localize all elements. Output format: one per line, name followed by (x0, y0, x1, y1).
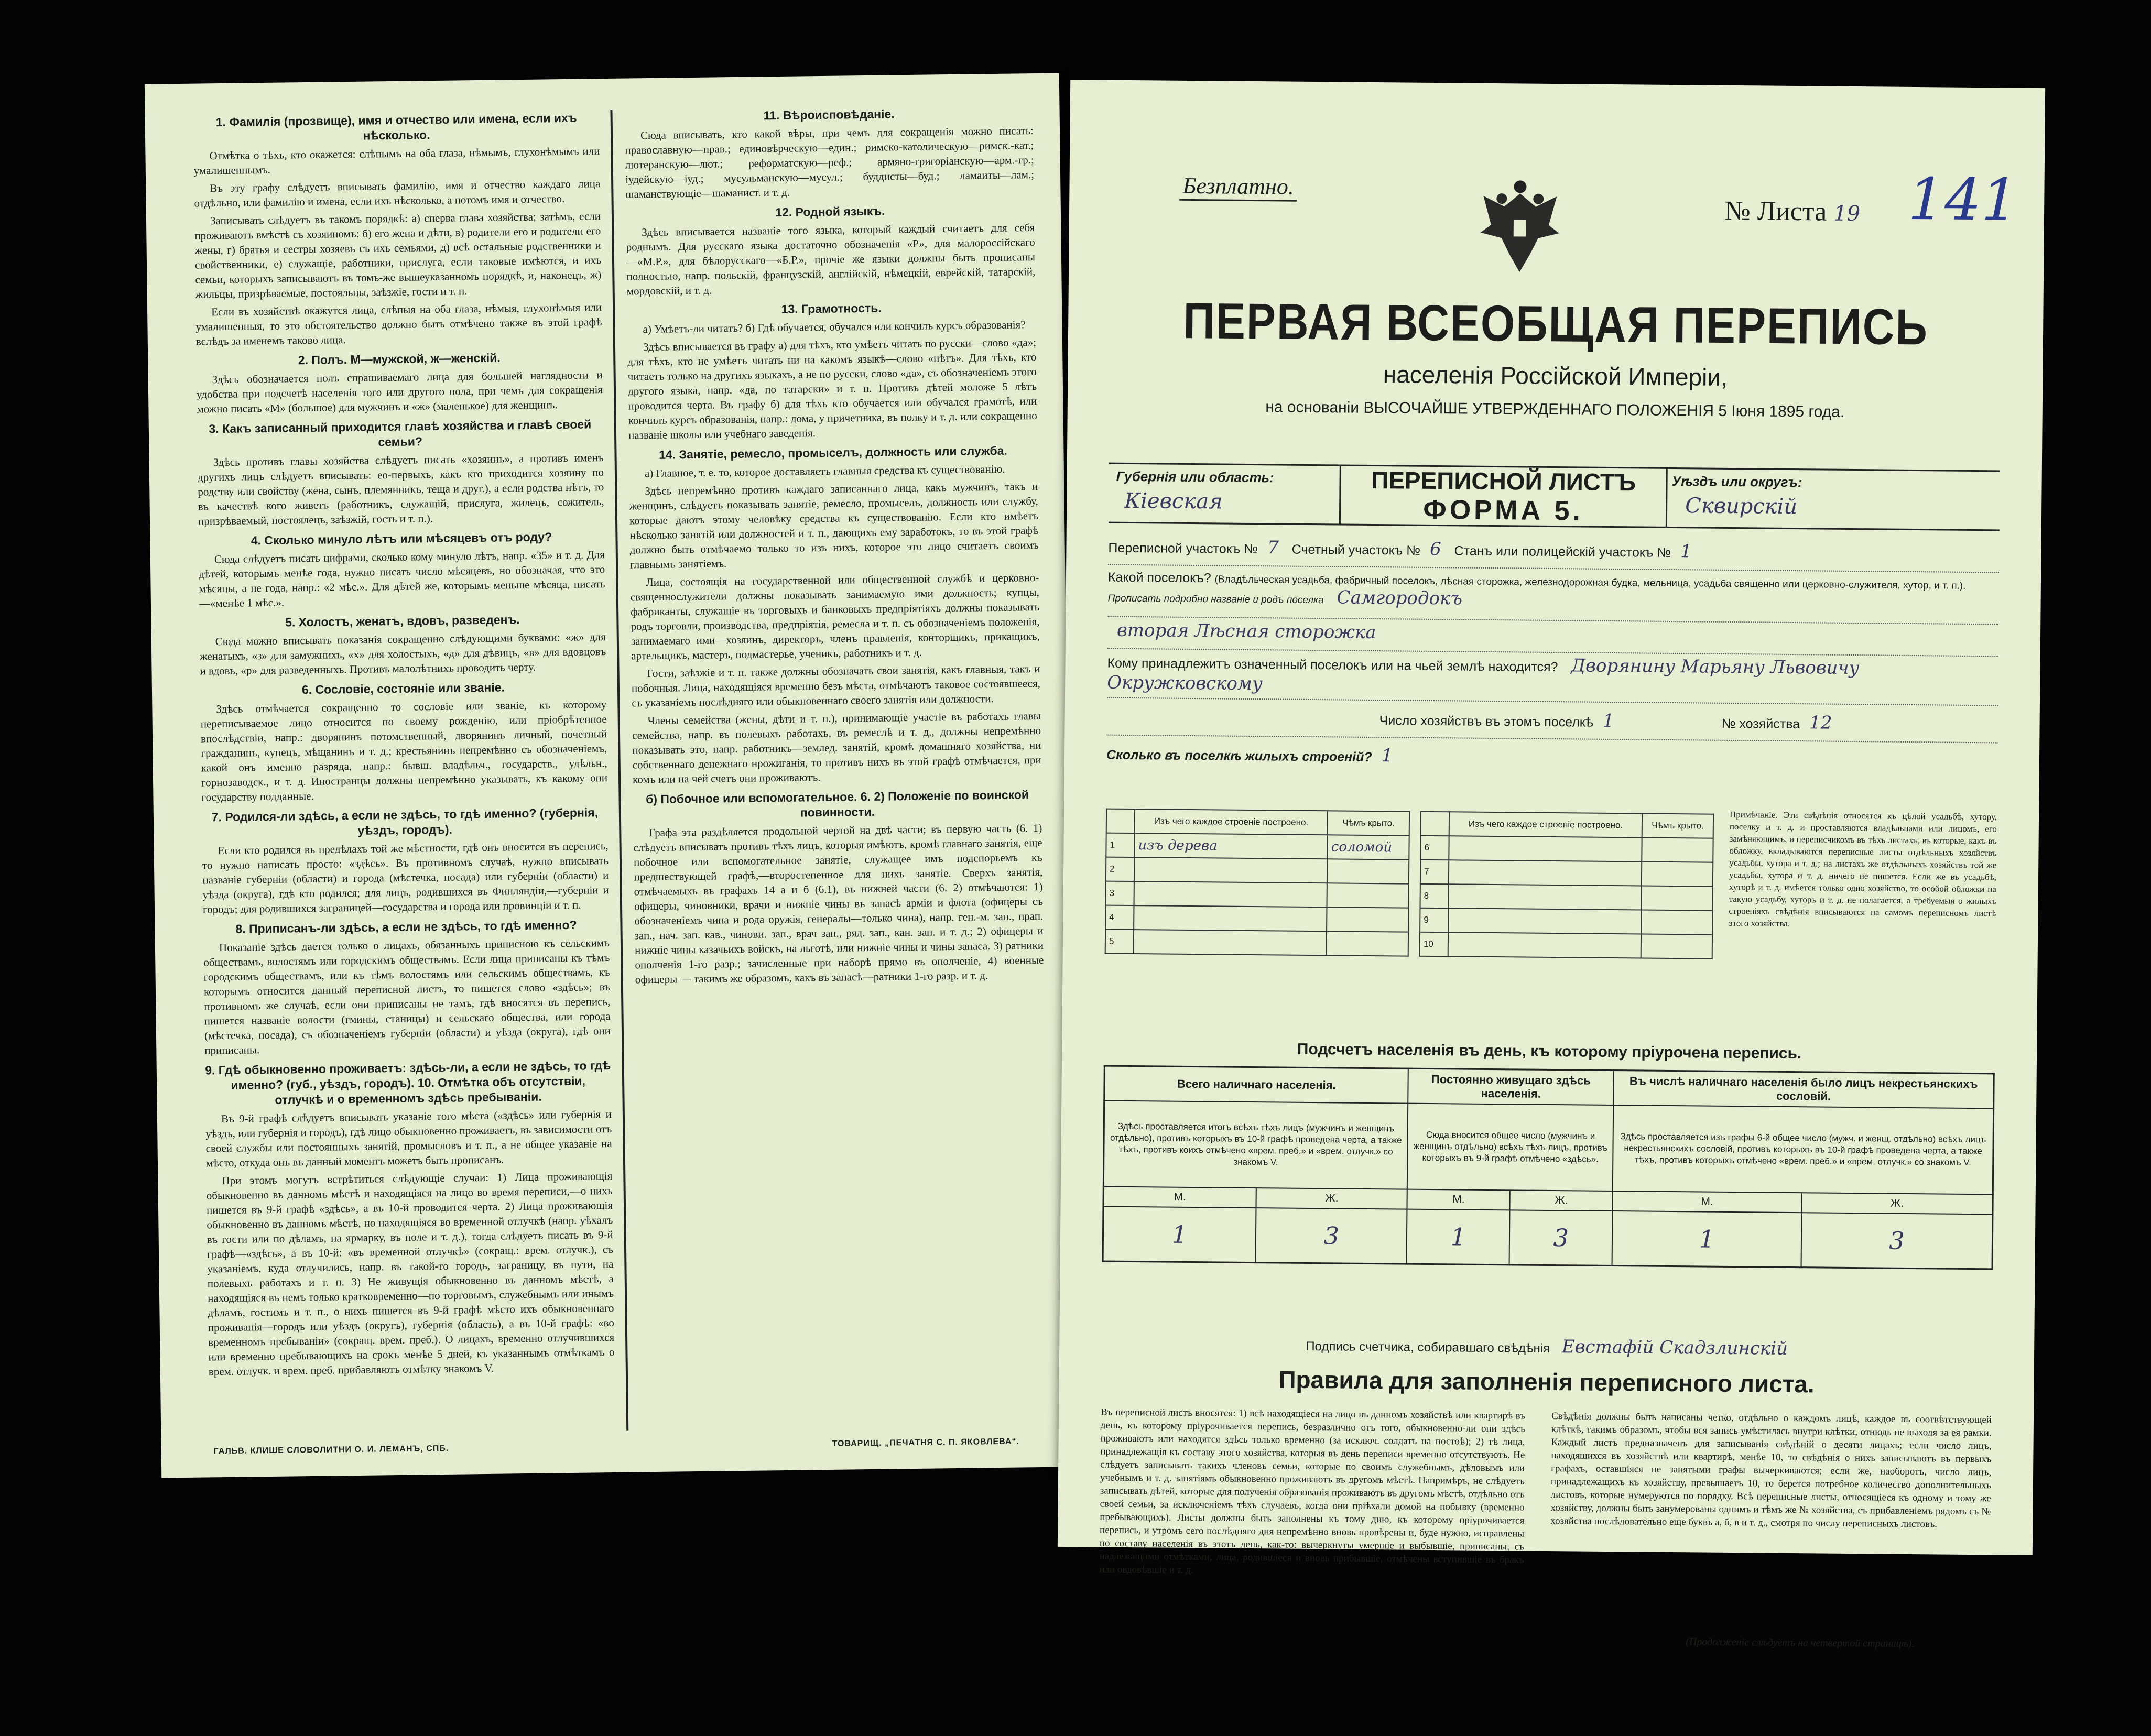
building-cell (1449, 860, 1642, 886)
buildings-note: Примѣчаніе. Эти свѣдѣнія относятся къ цѣлой усадьбѣ, хутору, поселку и т. д. и проставляются владѣльцами или лицомъ, его замѣняющимъ, и переписчикомъ въ тѣхъ листахъ, въ которые, какъ въ обложку, вкладываются переписные листы отдѣльныхъ хозяйствъ усадьбы, хутора и т. д.; на листахъ же отдѣльныхъ хозяйствъ той же усадьбы, хутора и т. д. ничего не пишется. Если же въ усадьбѣ, хуторѣ и т. д. имѣется только одно хозяйство, то особой обложки на такую усадьбу, хуторъ и т. д. не полагается, а требуемыя о жилыхъ строеніяхъ свѣдѣнія вписываются на самомъ переписномъ листѣ этого хозяйства. (1729, 809, 1997, 929)
province-label: Губернія или область: (1116, 468, 1274, 486)
signature-label: Подпись счетчика, собиравшаго свѣдѣнія (1306, 1339, 1550, 1356)
owner-row (1107, 651, 1998, 706)
rules-title: Правила для заполненія переписного листа. (1278, 1366, 1815, 1398)
left-column-2 (624, 100, 1044, 990)
rules-column-1: Въ переписной листъ вносятся: 1) всѣ находящіеся на лицо въ данномъ хозяйствѣ или квартирѣ въ день, къ которому пріурочивается перепись, безразлично отъ того, обыкновенно-ли они здѣсь проживаютъ или находятся здѣсь только временно (за исключ. солдатъ на постоѣ); 2) тѣ лица, принадлежащія къ составу этого хозяйства, которыя въ день переписи временно отсутствуютъ. Не слѣдуетъ записывать такихъ членовъ семьи, которые по своимъ служебнымъ, дѣловымъ или учебнымъ и т. д. занятіямъ обыкновенно проживаютъ въ другомъ мѣстѣ. Напримѣръ, не слѣдуетъ записывать дѣтей, которые для полученія образованія проживаютъ въ другомъ мѣстѣ, отдѣльно отъ своей семьи, за исключеніемъ тѣхъ случаевъ, когда они пріѣхали домой на побывку (временно пребывающихъ). Листы должны быть заполнены къ тому дню, къ которому пріурочивается перепись, и утромъ сего послѣдняго дня непремѣнно вновь провѣрены и, буде нужно, исправлены по составу населенія въ этотъ день, как-то: вычеркнуты умершіе и выбывшіе, приписаны, съ надлежащими отмѣтками, лица, родившіеся и вновь прибывшіе, отмѣчены вступившіе въ бракъ или овдовѣвшіе и т. д. (1099, 1406, 1526, 1576)
section-paragraph: Сюда вписывать, кто какой вѣры, при чемъ для сокращенія можно писать: православную—прав.; единовѣрческую—един.; римско-католическую—римск.-кат.; лютеранскую—лют.; реформатскую—реф.; армяно-григоріанскую—арм.-гр.; іудейскую—іуд.; мусульманскую—мусул.; буддисты—буд.; ламаиты—лам.; шаманствующіе—шаманист. и т. д. (625, 124, 1035, 201)
bld-col-roof-2: Чѣмъ крыто. (1642, 814, 1713, 838)
printer-imprint-left: ГАЛЬВ. КЛИШЕ СЛОВОЛИТНИ О. И. ЛЕМАНЪ, СПБ. (213, 1444, 449, 1456)
section-heading: 5. Холостъ, женатъ, вдовъ, разведенъ. (285, 613, 520, 629)
section-paragraph: Сюда можно вписывать показанія сокращенно слѣдующими буквами: «ж» для женатыхъ, «з» для замужнихъ, «х» для холостыхъ, «д» для дѣвицъ, «в» для вдовцовъ и вдовъ, «р» для разведенныхъ. Противъ малолѣтнихъ проводить черту. (200, 630, 606, 678)
building-number: 4 (1105, 905, 1134, 930)
section-paragraph: Въ 9-й графѣ слѣдуетъ вписывать указаніе того мѣста («здѣсь» или губернія и уѣздъ, или губернія и городъ), гдѣ лицо обыкновенно проживаетъ, въ зависимости отъ своей службы или постоянныхъ занятій, промысловъ и т. п., а не общее указаніе на мѣсто, откуда онъ въ данный моментъ можетъ быть прописанъ. (205, 1108, 612, 1170)
population-count-title: Подсчетъ населенія въ день, къ которому пріурочена перепись. (1297, 1040, 1802, 1063)
rules-column-2: Свѣдѣнія должны быть написаны четко, отдѣльно о каждомъ лицѣ, каждое въ соотвѣтствующей клѣткѣ, такимъ образомъ, чтобы вся запись умѣстилась внутри клѣтки, отнюдь не выходя за ея рамки. Каждый листъ предназначенъ для записыванія свѣдѣній о десяти лицахъ; если число лицъ, находящихся въ хозяйствѣ или квартирѣ, менѣе 10, то свѣдѣнія о нихъ записываютъ въ первыхъ графахъ, оставшіяся не занятыми графы вычеркиваются; если же, наоборотъ, число лицъ, принадлежащихъ къ хозяйству, превышаетъ 10, то берется потребное количество дополнительныхъ листовъ, которые нумеруются по порядку. Всѣ переписные листы, относящіеся къ одному и тому же хозяйству, должны быть занумерованы однимъ и тѣмъ же № хозяйства, съ прибавленіемъ рядомъ съ № хозяйства послѣдовательно еще буквъ а, б, в и т. д., смотря по числу переписныхъ листовъ. (1550, 1411, 1992, 1530)
population-table (1102, 1065, 1995, 1270)
census-title: ПЕРВАЯ ВСЕОБЩАЯ ПЕРЕПИСЬ (1183, 292, 1929, 356)
buildings-label: Сколько въ поселкѣ жилыхъ строеній? (1106, 747, 1372, 765)
building-material (1134, 930, 1327, 955)
pop-value-cell (1801, 1213, 1993, 1269)
building-number: 5 (1105, 930, 1134, 954)
section-paragraph: а) Умѣетъ-ли читать? б) Гдѣ обучается, обучался или кончилъ курсъ образованія? (643, 318, 1026, 336)
building-row (1106, 833, 1409, 860)
continued-note: (Продолженіе слѣдуетъ на четвертой страницѣ). (1686, 1636, 1915, 1650)
section-heading: 2. Полъ. М—мужской, ж—женскій. (298, 351, 501, 367)
double-headed-eagle-emblem (1472, 175, 1568, 276)
count-district-label: Счетный участокъ № (1291, 542, 1421, 558)
building-row (1105, 905, 1408, 932)
section-paragraph: Въ эту графу слѣдуетъ вписывать фамилію, имя и отчество каждаго лица отдѣльно, или фамилію и имена, если ихъ нѣсколько, а потомъ имя и отчество. (194, 177, 601, 210)
household-number-value: 12 (1809, 712, 1832, 734)
province-box (1109, 463, 1340, 526)
free-label: Безплатно. (1179, 172, 1297, 202)
pop-head-permanent: Постоянно живущаго здѣсь населенія. (1408, 1068, 1614, 1105)
form-name: ФОРМА 5. (1423, 494, 1584, 527)
settlement-hint-2: Прописать подробно названіе и родъ поселка (1107, 593, 1324, 606)
building-roof: соломой (1328, 835, 1409, 859)
building-number: 6 (1420, 836, 1449, 860)
section-paragraph: Показаніе здѣсь дается только о лицахъ, обязанныхъ приписною къ сельскимъ обществамъ, волостямъ или городскимъ обществамъ. Если лица приписаны къ тѣмъ городскимъ обществамъ, или къ тѣмъ волостямъ или сельскимъ обществамъ, къ которымъ относится данный переписной листъ, то пишется слово «здѣсь»; въ противномъ же случаѣ, если они приписаны не тамъ, гдѣ вносятся въ перепись, пишется названіе волости (гмины, станицы) и сельскаго общества, или города (мѣстечка, посада), съ обозначеніемъ губерніи (области) и уѣзда (округа), гдѣ они приписаны. (203, 936, 611, 1057)
households-value: 1 (1602, 710, 1614, 732)
left-page (145, 73, 1076, 1478)
pop-value: 3 (1323, 1221, 1340, 1250)
stan-value: 1 (1680, 541, 1692, 562)
settlement-hint: (Владѣльческая усадьба, фабричный поселокъ, лѣсная сторожка, железнодорожная будка, мельница, усадьба священно или церковно-служителя, хутор, и т. п.). (1214, 574, 1966, 592)
section-paragraph: Здѣсь противъ главы хозяйства слѣдуетъ писать «хозяинъ», а противъ именъ другихъ лицъ слѣдуетъ вписывать: ео-первыхъ, какъ кто приходится хозяину по родству или свойству (жена, сынъ, племянникъ, теща и друг.), а если родства нѣтъ, то въ качествѣ кого живетъ (работникъ, служащій, прислуга, жилецъ, сожитель, призрѣваемый, постоялецъ, заѣзжій, гость и т. п.). (197, 451, 604, 528)
building-row (1420, 884, 1712, 911)
section-heading: 8. Приписанъ-ли здѣсь, а если не здѣсь, то гдѣ именно? (235, 918, 577, 936)
pop-desc-present: Здѣсь проставляется итогъ всѣхъ тѣхъ лицъ (мужчинъ и женщинъ отдѣльно), противъ которыхъ въ 10-й графѣ проведена черта, а также тѣхъ, противъ коихъ отмѣчено «врем. преб.» и «врем. отлучк.» со знакомъ V. (1103, 1101, 1408, 1189)
section-paragraph: Здѣсь вписывается въ графу а) для тѣхъ, кто умѣетъ читать по русски—слово «да»; для тѣхъ, кто не умѣетъ читать ни на какомъ языкѣ—слово «нѣтъ». Для тѣхъ, кто читаетъ только на другихъ языкахъ, а не по русски, слово «да», съ обозначеніемъ этого другого языка, напр. «да, по татарски» и т. п. Противъ дѣтей моложе 5 лѣтъ проводится черта. Въ графу б) для тѣхъ кто обучается или обучался грамотѣ, или кончилъ курсъ образованія, напр.: дома, у причетника, въ полку и т. д. или сокращенно названіе школы или учебнаго заведенія. (627, 336, 1037, 442)
section-heading: 9. Гдѣ обыкновенно проживаетъ: здѣсь-ли, а если не здѣсь, то гдѣ именно? (губ., уѣздъ, городъ). 10. Отмѣтка объ отсутствіи, отлучкѣ и о временномъ здѣсь пребываніи. (205, 1058, 611, 1107)
section-heading: 11. Вѣроисповѣданіе. (763, 107, 895, 123)
building-roof (1327, 883, 1409, 908)
pop-value-cell (1256, 1208, 1407, 1264)
pop-head-present: Всего наличнаго населенія. (1104, 1066, 1408, 1104)
census-basis: на основаніи ВЫСОЧАЙШЕ УТВЕРЖДЕННАГО ПОЛОЖЕНІЯ 5 Іюня 1895 года. (1265, 398, 1845, 421)
building-cell (1448, 884, 1642, 910)
column-divider (610, 110, 628, 1431)
building-row (1420, 908, 1712, 935)
pop-desc-permanent: Сюда вносится общее число (мужчинъ и женщинъ отдѣльно) всѣхъ тѣхъ лицъ, противъ которыхъ въ 9-й графѣ отмѣчено «здѣсь». (1407, 1104, 1613, 1191)
sex-m-label: М. (1103, 1187, 1256, 1208)
buildings-table-right (1419, 811, 1714, 959)
district-value: 7 (1267, 537, 1279, 559)
building-cell (1641, 934, 1712, 959)
sex-f-label: Ж. (1801, 1193, 1993, 1214)
settlement-label: Какой поселокъ? (1107, 570, 1211, 586)
pop-value: 1 (1699, 1225, 1715, 1253)
building-number: 1 (1106, 833, 1134, 857)
building-roof (1327, 859, 1409, 883)
section-heading: 3. Какъ записанный приходится главѣ хозяйства и главѣ своей семьи? (209, 417, 592, 449)
building-row (1420, 860, 1713, 887)
count-district-value: 6 (1429, 538, 1441, 560)
section-paragraph: Здѣсь непремѣнно противъ каждаго записаннаго лица, какъ мужчинъ, такъ и женщинъ, слѣдуетъ показывать занятіе, ремесло, промыселъ, должность или службу, которые даютъ этому человѣку средства къ существованію. Если кто имѣетъ нѣсколько занятій или должностей и т. п., дающихъ ему заработокъ, то въ этой графѣ должно быть отмѣчаемо только то изъ нихъ, которое это лицо считаетъ своимъ главнымъ занятіемъ. (629, 479, 1039, 571)
building-cell (1642, 862, 1713, 887)
section-paragraph: Графа эта раздѣляется продольной чертой на двѣ части; въ первую часть (6. 1) слѣдуетъ вписывать противъ тѣхъ лицъ, которыя имѣютъ, кромѣ главнаго занятія, еще побочное или вспомогательное занятіе, служащее имъ подспорьемъ къ предшествующей графѣ,—второстепенное для нихъ занятіе. Сверхъ занятія, отмѣчаемыхъ въ графахъ 14 а и б (6.1), въ нижней части (6. 2) отмѣчаются: 1) офицеры, чиновники, врачи и нижніе чины въ запасѣ арміи и флота (офицеры съ обозначеніемъ чина и рода оружія, генералы—только чина), напр. ген.-м. зап., прап. зап., нач. зап. кав., чинови. зап., врач зап., ряд. зап., кан. зап. и т. д.; 2) офицеры и нижніе чины казачьихъ войскъ, на льготѣ, или нижніе чины и чины запаса. 3) ратники ополченія 1-го разр.; зачисленные при наборѣ прямо въ ополченіе, 4) военные офицеры — такимъ же образомъ, какъ въ запасѣ—ратники 1-го разр. и т. д. (633, 821, 1044, 986)
printer-imprint-right: ТОВАРИЩ. „ПЕЧАТНЯ С. П. ЯКОВЛЕВА“. (832, 1437, 1020, 1448)
sex-m-label: М. (1613, 1191, 1802, 1213)
settlement-value: Самгородокъ (1337, 587, 1463, 609)
census-subtitle: населенія Россійской Имперіи, (1383, 361, 1728, 391)
settlement-type-value: вторая Лѣсная сторожка (1116, 619, 1376, 643)
pop-value-cell (1612, 1211, 1801, 1268)
bld-col-roof: Чѣмъ крыто. (1328, 811, 1409, 835)
district-row (1108, 536, 1999, 573)
building-cell (1641, 910, 1712, 935)
bld-col-material: Изъ чего каждое строеніе построено. (1135, 809, 1328, 835)
uezd-box (1664, 467, 2000, 531)
section-heading: 4. Сколько минуло лѣтъ или мѣсяцевъ отъ роду? (251, 530, 552, 548)
section-paragraph: Лица, состоящія на государственной или общественной службѣ и церковно-священнослужители должны показывать занимаемую ими должность; купцы, фабриканты, служащіе въ торговыхъ и банковыхъ предпріятіяхъ должны показывать родъ торговли, производства, предпріятія, ремесла и т. п. съ обозначеніемъ положенія, занимаемаго ими—хозяинъ, директоръ, членъ правленія, конторщикъ, прикащикъ, артельщикъ, мастеръ, подмастерье, ученикъ, работникъ и т. д. (630, 571, 1040, 662)
section-paragraph: Сюда слѣдуетъ писать цифрами, сколько кому минуло лѣтъ, напр. «35» и т. д. Для дѣтей, которымъ менѣе года, нужно писать число мѣсяцевъ, но обозначая, что это мѣсяцы, а не года, напр.: «2 мѣс.». Для дѣтей же, которымъ меньше мѣсяца, писать—«менѣе 1 мѣс.». (199, 548, 605, 610)
building-row (1106, 857, 1409, 884)
section-paragraph: Гости, заѣзжіе и т. п. также должны обозначать свои занятія, какъ главныя, такъ и побочныя. Лица, находящіяся временно безъ мѣста, отмѣчаютъ таковое состоявшееся, съ указаніемъ послѣдняго или обыкновеннаго своего занятія или должности. (631, 662, 1041, 709)
building-number: 9 (1420, 908, 1448, 932)
section-paragraph: Члены семейства (жены, дѣти и т. п.), принимающіе участіе въ работахъ главы семейства, напр. въ полевыхъ работахъ, въ ремеслѣ и т. д., должны непремѣнно показывать это, напр. работникъ—землед. занятій, кромѣ домашняго хозяйства, ни собственнаго денежнаго нрожиганія, то противъ нихъ въ этой графѣ отмѣчается, при комъ или на чей счетъ они проживаютъ. (632, 709, 1041, 786)
section-paragraph: При этомъ могутъ встрѣтиться слѣдующіе случаи: 1) Лица проживающія обыкновенно въ данномъ мѣстѣ и находящіяся на лицо во время переписи,—о нихъ пишется въ 9-й графѣ «здѣсь», а въ 10-й проводится черта. 2) Лица проживающія обыкновенно въ данномъ мѣстѣ, но находящіяся во временной отлучкѣ (напр. уѣхалъ въ гости или по дѣламъ, на ярмарку, въ поле и т. д.), тогда слѣдуетъ писать въ 9-й графѣ—«здѣсь», а въ 10-й: «въ временной отлучкѣ» (сокращ.: врем. отлучк.), съ указаніемъ, куда отлучились, напр. въ такой-то городъ, заграницу, въ пути, на полевыхъ работахъ и т. п. 3) Не живущія обыкновенно въ данномъ мѣстѣ, а находящіяся въ немъ только кратковременно—по торговымъ, служебнымъ или инымъ дѣламъ, гостимъ и т. п., о нихъ пишется въ 9-й графѣ мѣсто ихъ обыкновеннаго проживанія—городъ или уѣздъ (округъ), губернія (область), а въ 10-й графѣ: «во временномъ пребываніи» (сокращ. врем. преб.). О лицахъ, временно отлучившихся или временно пребывающихъ на срокъ менѣе 5 дней, къ указаннымъ отмѣткамъ о врем. отлучк. и врем. преб. прибавляютъ отмѣтку знакомъ V. (206, 1170, 615, 1378)
sex-m-label: М. (1407, 1189, 1510, 1210)
pop-desc-non-peasant: Здѣсь проставляется изъ графы 6-й общее число (мужч. и женщ. отдѣльно) всѣхъ лицъ некрестьянскихъ сословій, противъ которыхъ въ 10-й графѣ проведена черта, а также тѣхъ, противъ которыхъ отмѣчено «врем. преб.» и «врем. отлучк.» со знакомъ V. (1613, 1105, 1994, 1194)
settlement-type-row (1107, 620, 1998, 657)
sheet-number (1724, 195, 1861, 227)
stan-label: Станъ или полицейскій участокъ № (1454, 543, 1671, 560)
section-heading: 1. Фамилія (прозвище), имя и отчество или имена, если ихъ нѣсколько. (215, 111, 577, 143)
building-material: изъ дерева (1134, 833, 1328, 859)
building-row (1420, 932, 1712, 959)
building-material (1134, 905, 1327, 931)
section-paragraph: Здѣсь отмѣчается сокращенно то сословіе или званіе, къ которому переписываемое лицо относится по своему рожденію, или пріобрѣтенное впослѣдствіи, напр.: дворянинъ потомственный, дворянинъ личный, почетный гражданинъ, купецъ, мѣщанинъ и т. д.; крестьянинъ непремѣнно съ обозначеніемъ, какой онъ именно разряда, напр.: бывш. владѣльч., государств., удѣльн., горнозаводск., и т. д. Иностранцы должны непремѣнно указывать, къ какому они государству подданные. (200, 698, 608, 804)
building-number: 10 (1420, 932, 1448, 956)
owner-value: Дворянину Марьяну Львовичу Окружковскому (1107, 655, 1860, 695)
archive-number: 141 (1907, 165, 2018, 234)
section-paragraph: Здѣсь вписывается названіе того языка, который каждый считаетъ для себя роднымъ. Для русскаго языка достаточно обозначенія «Р», для малороссійскаго—«М.Р.», для бѣлорусскаго—«Б.Р.», прочіе же языки должны быть прописаны полностью, напр. польскій, французскій, англійскій, нѣмецкій, еврейскій, татарскій, мордовскій, и т. д. (626, 221, 1036, 298)
section-heading: 14. Занятіе, ремесло, промыселъ, должность или служба. (659, 443, 1007, 462)
building-number: 2 (1106, 857, 1134, 881)
province-value: Кіевская (1124, 488, 1223, 514)
households-row (1106, 706, 1997, 744)
building-number: 8 (1420, 884, 1448, 908)
district-label: Переписной участокъ № (1108, 540, 1258, 557)
building-material (1134, 857, 1328, 883)
building-roof (1327, 931, 1408, 956)
pop-value: 1 (1450, 1222, 1466, 1251)
signature-value: Евстафій Скадзлинскій (1561, 1336, 1788, 1359)
pop-value-cell (1407, 1209, 1510, 1265)
left-column-1 (193, 105, 615, 1382)
section-heading: 7. Родился-ли здѣсь, а если не здѣсь, то гдѣ именно? (губернія, уѣздъ, городъ). (211, 805, 599, 837)
household-number-label: № хозяйства (1721, 716, 1800, 732)
building-row (1106, 881, 1409, 908)
building-cell (1449, 836, 1642, 861)
owner-label: Кому принадлежитъ означенный поселокъ или на чьей землѣ находится? (1107, 656, 1558, 675)
section-heading: 6. Сословіе, состояніе или званіе. (301, 680, 505, 697)
section-paragraph: Записывать слѣдуетъ въ такомъ порядкѣ: а) сперва глава хозяйства; затѣмъ, если проживаютъ вмѣстѣ съ хозяиномъ: б) его жена и дѣти, в) родители его и родители его жены, г) братья и сестры хозяевъ съ ихъ семьями, д) всѣ остальные родственники и свойственники, е) служащіе, работники, прислуга, если таковые имѣются, и ихъ семьи, которыхъ записываютъ въ томъ-же вышеуказанномъ порядкѣ, и, наконецъ, ж) жильцы, призрѣваемые, постояльцы, заѣзжіе, гости и т. п. (194, 210, 602, 301)
sex-f-label: Ж. (1256, 1188, 1408, 1209)
pop-value: 3 (1888, 1226, 1905, 1255)
pop-value-cell (1103, 1207, 1256, 1263)
sex-f-label: Ж. (1510, 1190, 1613, 1211)
pop-value-cell (1509, 1210, 1613, 1265)
form-title: ПЕРЕПИСНОЙ ЛИСТЪ (1371, 466, 1636, 496)
building-row (1105, 930, 1408, 956)
building-number: 3 (1106, 881, 1134, 905)
building-cell (1448, 932, 1642, 958)
building-row (1420, 836, 1713, 862)
building-cell (1448, 908, 1642, 934)
households-label: Число хозяйствъ въ этомъ поселкѣ (1379, 713, 1594, 730)
section-heading: б) Побочное или вспомогательное. 6. 2) Положеніе по воинской повинности. (645, 788, 1029, 820)
buildings-table-left (1105, 809, 1410, 957)
section-paragraph: Отмѣтка о тѣхъ, кто окажется: слѣпымъ на оба глаза, нѣмымъ, глухонѣмымъ или умалишеннымъ. (193, 145, 600, 177)
bld-col-material-2: Изъ чего каждое строеніе построено. (1449, 812, 1643, 837)
sheet-number-value: 19 (1833, 201, 1861, 226)
pop-head-non-peasant: Въ числѣ наличнаго населенія было лицъ некрестьянскихъ сословій. (1614, 1071, 1994, 1109)
enumerator-signature-row (1101, 1333, 1992, 1361)
buildings-row (1106, 743, 1997, 779)
uezd-label: Уѣздъ или округъ: (1671, 473, 1802, 490)
building-cell (1642, 886, 1713, 911)
section-heading: 13. Грамотность. (781, 301, 882, 316)
buildings-value: 1 (1381, 745, 1393, 767)
building-roof (1327, 907, 1408, 932)
right-page (1058, 80, 2045, 1650)
sheet-number-label: № Листа (1724, 195, 1827, 227)
uezd-value: Сквирскій (1685, 494, 1798, 519)
settlement-row (1107, 570, 1999, 625)
section-paragraph: а) Главное, т. е. то, которое доставляетъ главныя средства къ существованію. (644, 462, 1005, 480)
section-paragraph: Если кто родился въ предѣлахъ той же мѣстности, гдѣ онъ вносится въ перепись, то нужно написать просто: «здѣсь». Въ противномъ случаѣ, нужно вписывать названіе губерніи (области) и города (мѣстечка, посада) или губерніи (области) и уѣзда (округа), гдѣ кто родился; для лицъ, родившихся въ Финляндіи,—губерніи и городъ; для родившихся заграницей—государства и города или провинціи и т. п. (202, 839, 609, 916)
building-material (1134, 881, 1328, 907)
building-cell (1642, 838, 1713, 862)
pop-value: 3 (1553, 1224, 1569, 1252)
form-title-box (1339, 464, 1668, 528)
building-number: 7 (1420, 860, 1449, 884)
section-paragraph: Если въ хозяйствѣ окажутся лица, слѣпыя на оба глаза, нѣмыя, глухонѣмыя или умалишенныя, то это обстоятельство должно быть отмѣчено также въ этой графѣ вслѣдъ за именемъ таково лица. (195, 301, 602, 348)
section-paragraph: Здѣсь обозначается полъ спрашиваемаго лица для большей наглядности и удобства при подсчетѣ населенія того или другого пола, при чемъ для сокращенія можно писать «М» (большое) для мужчинъ и «ж» (маленькое) для женщинъ. (196, 368, 603, 416)
section-heading: 12. Родной языкъ. (775, 204, 885, 220)
pop-value: 1 (1171, 1220, 1188, 1249)
